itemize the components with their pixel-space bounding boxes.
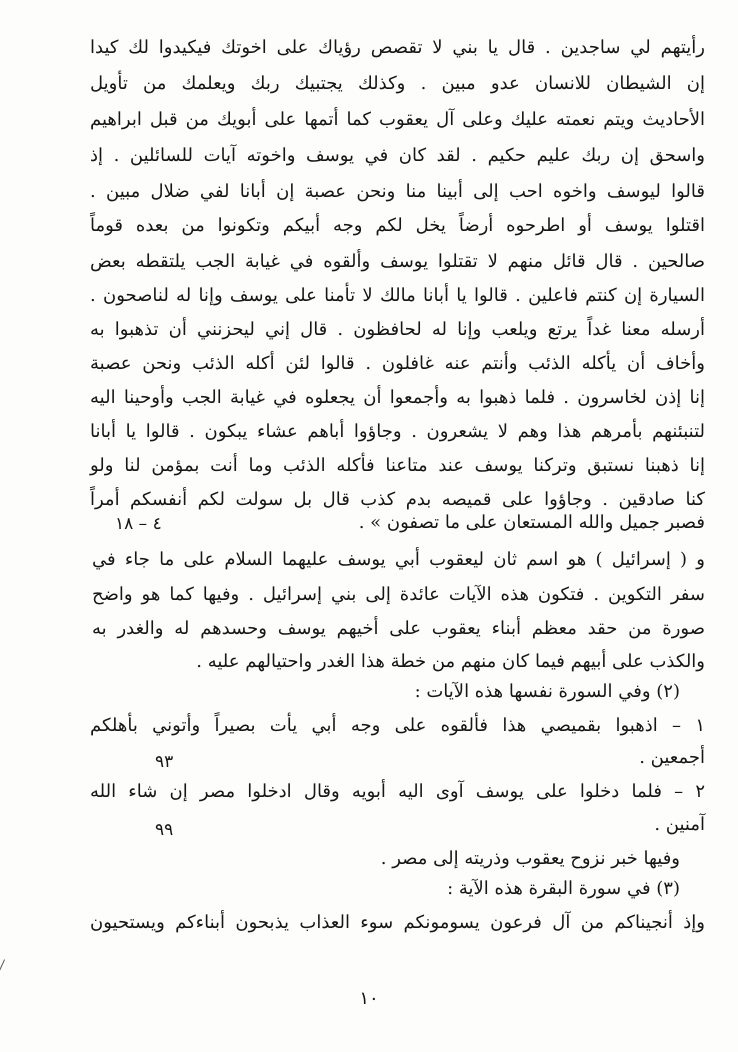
verse1-line-2: أجمعين .	[639, 747, 705, 768]
verse2-ref: ٩٩	[155, 820, 174, 840]
commentary-line-1: و ( إسرائيل ) هو اسم ثان ليعقوب أبي يوسف عليهما السلام على ما جاء في	[92, 549, 705, 570]
verse2-line-2: آمنين .	[654, 814, 705, 835]
commentary-line-4: والكذب على أبيهم فيما كان منهم من خطة هذا الغدر واحتيالهم عليه .	[196, 651, 705, 672]
section3-heading: (٣) في سورة البقرة هذه الآية :	[447, 878, 680, 899]
commentary-line-2: سفر التكوين . فتكون هذه الآيات عائدة إلى بني إسرائيل . وفيها كما هو واضح	[92, 584, 705, 605]
quran-line-12: لتنبئنهم بأمرهم هذا وهم لا يشعرون . وجاؤوا أباهم عشاء يبكون . قالوا يا أبانا	[90, 421, 705, 442]
quran-line-11: إنا إذن لخاسرون . فلما ذهبوا به وأجمعوا أن يجعلوه في غيابة الجب وأوحينا اليه	[90, 387, 705, 408]
note-line: وفيها خبر نزوح يعقوب وذريته إلى مصر .	[380, 848, 680, 869]
commentary-line-3: صورة من حقد معظم أبناء يعقوب على أخيهم يوسف وحسدهم له والغدر به	[92, 618, 705, 639]
quran-line-2: إن الشيطان للانسان عدو مبين . وكذلك يجتبيك ربك ويعلمك من تأويل	[90, 73, 705, 94]
verse2-line-1: ٢ – فلما دخلوا على يوسف آوى اليه أبويه وقال ادخلوا مصر إن شاء الله	[90, 781, 705, 802]
quran-block-ref: ٤ – ١٨	[115, 514, 162, 534]
quran-line-4: واسحق إن ربك عليم حكيم . لقد كان في يوسف واخوته آيات للسائلين . إذ	[90, 145, 705, 166]
quran-line-14: كنا صادقين . وجاؤوا على قميصه بدم كذب قال بل سولت لكم أنفسكم أمراً	[90, 489, 705, 510]
section2-heading: (٢) وفي السورة نفسها هذه الآيات :	[414, 681, 680, 702]
quran-line-5: قالوا ليوسف واخوه احب إلى أبينا منا ونحن عصبة إن أبانا لفي ضلال مبين .	[90, 181, 705, 202]
page-number: ١٠	[359, 988, 379, 1009]
quran-line-9: أرسله معنا غداً يرتع ويلعب وإنا له لحافظون . قال إني ليحزنني أن تذهبوا به	[90, 319, 705, 340]
verse1-line-1: ١ – اذهبوا بقميصي هذا فألقوه على وجه أبي يأت بصيراً وأتوني بأهلكم	[90, 715, 705, 736]
verse1-ref: ٩٣	[155, 752, 174, 772]
last-verse-line: وإذ أنجيناكم من آل فرعون يسومونكم سوء العذاب يذبحون أبناءكم ويستحيون	[90, 912, 705, 933]
quran-line-13: إنا ذهبنا نستبق وتركنا يوسف عند متاعنا فأكله الذئب وما أنت بمؤمن لنا ولو	[90, 455, 705, 476]
quran-line-10: وأخاف أن يأكله الذئب وأنتم عنه غافلون . قالوا لئن أكله الذئب ونحن عصبة	[90, 353, 705, 374]
scan-edge-mark	[0, 959, 10, 978]
quran-line-8: السيارة إن كنتم فاعلين . قالوا يا أبانا مالك لا تأمنا على يوسف وإنا له لناصحون .	[90, 285, 705, 306]
quran-line-15: فصبر جميل والله المستعان على ما تصفون » .	[358, 512, 705, 533]
quran-line-3: الأحاديث ويتم نعمته عليك وعلى آل يعقوب كما أتمها على أبويك من قبل ابراهيم	[90, 109, 705, 130]
quran-line-6: اقتلوا يوسف أو اطرحوه أرضاً يخل لكم وجه أبيكم وتكونوا من بعده قوماً	[90, 215, 705, 236]
quran-line-7: صالحين . قال قائل منهم لا تقتلوا يوسف وألقوه في غيابة الجب يلتقطه بعض	[90, 251, 705, 272]
quran-line-1: رأيتهم لي ساجدين . قال يا بني لا تقصص رؤياك على اخوتك فيكيدوا لك كيدا	[90, 37, 705, 58]
